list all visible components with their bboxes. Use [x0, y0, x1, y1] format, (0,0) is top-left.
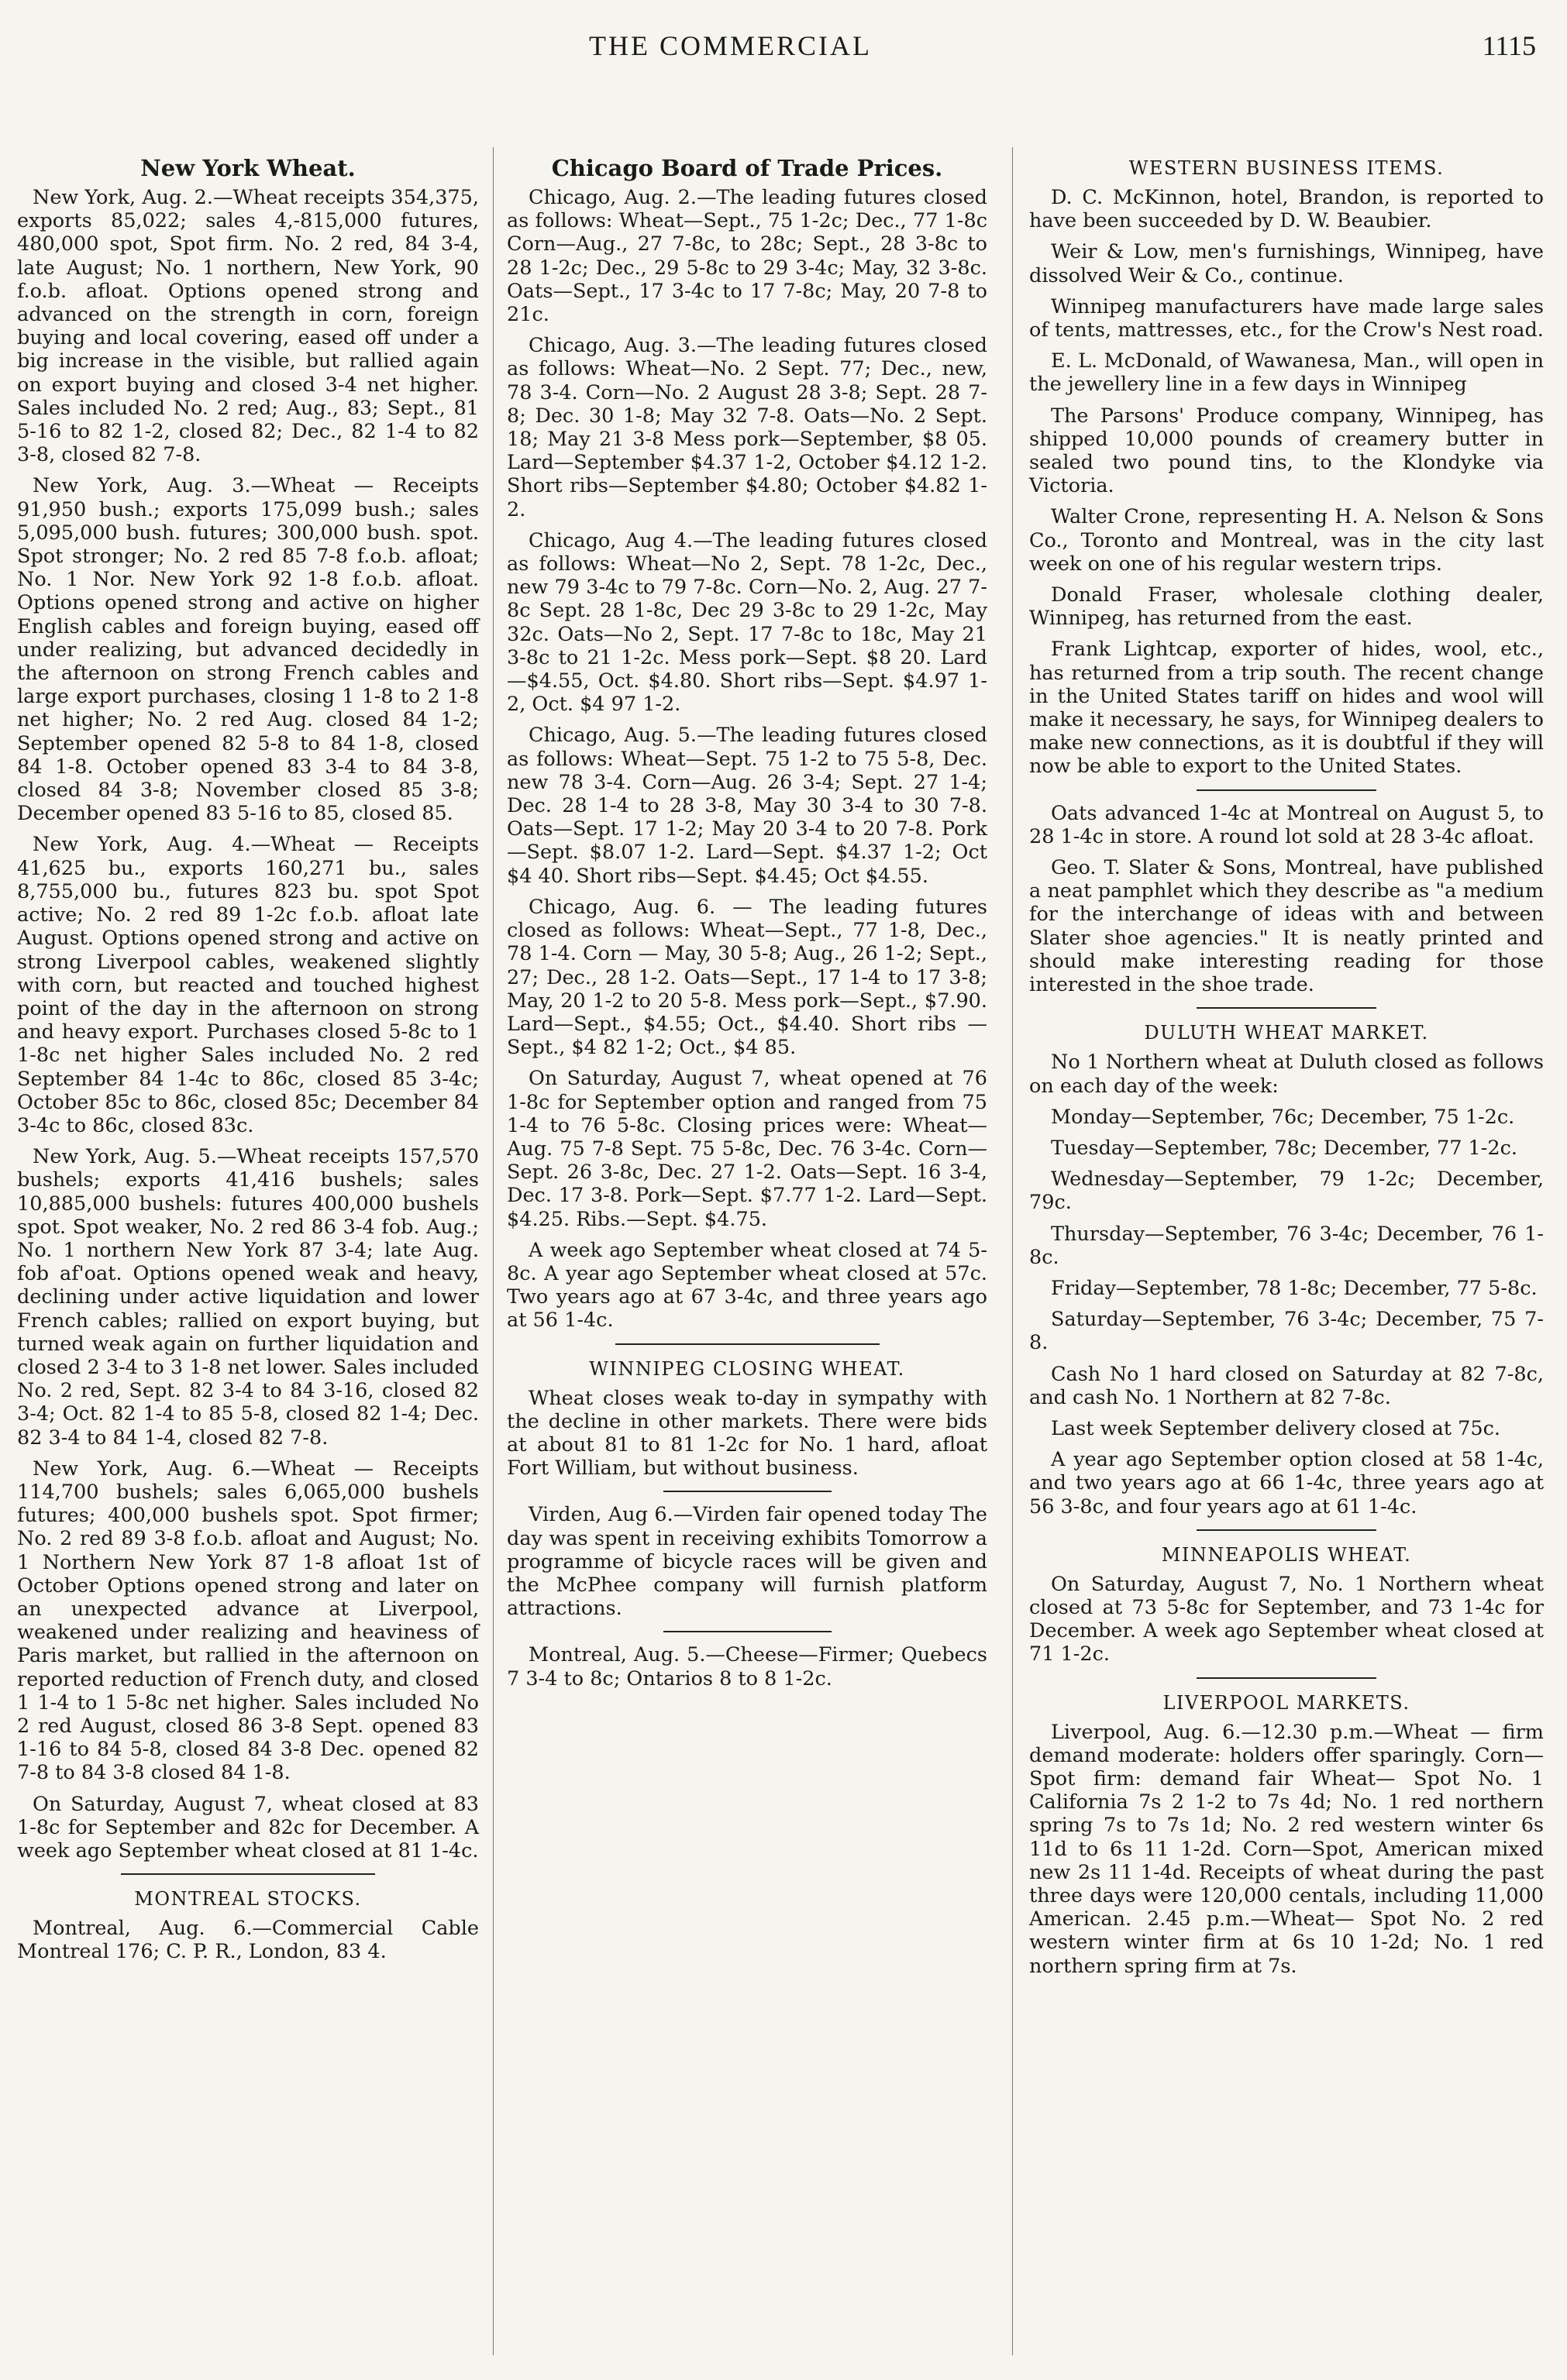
section-heading: MINNEAPOLIS WHEAT. [1161, 1543, 1412, 1566]
item-paragraph: Winnipeg manufacturers have made large sales of tents, mattresses, etc., for the Crow's Nest road. [1029, 294, 1544, 342]
page-number: 1115 [1482, 30, 1536, 61]
publication-title: THE COMMERCIAL [589, 30, 872, 61]
report-paragraph: Chicago, Aug 4.—The leading futures closed as follows: Wheat—No 2, Sept. 78 1-2c, Dec., new 79 3-4c to 79 7-8c. Corn—No. 2, Aug. 27 7-8c Sept. 28 1-8c, Dec 29 3-8c to 29 1-2c, May 32c. Oats—No 2, Sept. 17 7-8c to 18c, May 21 3-8c to 21 1-2c. Mess pork—Sept. $8 20. Lard—$4.55, Oct. $4.80. Short ribs—Sept. $4.97 1-2, Oct. $4 97 1-2. [507, 528, 987, 717]
section-rule [121, 1873, 375, 1875]
item-paragraph: On Saturday, August 7, No. 1 Northern wheat closed at 73 5-8c for September, and 73 1-4c for December. A week ago September wheat closed at 71 1-2c. [1029, 1572, 1544, 1666]
report-paragraph: Montreal, Aug. 6.—Commercial Cable Montreal 176; C. P. R., London, 83 4. [17, 1917, 479, 1964]
report-paragraph: Chicago, Aug. 2.—The leading futures closed as follows: Wheat—Sept., 75 1-2c; Dec., 77 1-8c Corn—Aug., 27 7-8c, to 28c; Sept., 28 3-8c to 28 1-2c; Dec., 29 5-8c to 29 3-4c; May, 32 3-8c. Oats—Sept., 17 3-4c to 17 7-8c; May, 20 7-8 to 21c. [507, 186, 987, 327]
item-paragraph: Liverpool, Aug. 6.—12.30 p.m.—Wheat — firm demand moderate: holders offer sparingly. Corn— Spot firm: demand fair Wheat— Spot No. 1 California 7s 2 1-2 to 7s 4d; No. 1 red northern spring 7s to 7s 1d; No. 2 red western winter 6s 11d to 6s 11 1-2d. Corn—Spot, American mixed new 2s 11 1-4d. Receipts of wheat during the past three days were 120,000 centals, including 11,000 American. 2.45 p.m.—Wheat— Spot No. 2 red western winter firm at 6s 10 1-2d; No. 1 red northern spring firm at 7s. [1029, 1720, 1544, 1978]
section-heading: WINNIPEG CLOSING WHEAT. [589, 1357, 905, 1380]
market-line: Wednesday—September, 79 1-2c; December, 79c. [1029, 1168, 1544, 1215]
section-rule [1197, 789, 1376, 791]
column-divider [493, 147, 494, 2355]
report-paragraph: New York, Aug. 6.—Wheat — Receipts 114,700 bushels; sales 6,065,000 bushels futures; 400,000 bushels spot. Spot firmer; No. 2 red 89 3-8 f.o.b. afloat and August; No. 1 Northern New York 87 1-8 afloat 1st of October Options opened strong and later on an unexpected advance at Liverpool, weakened under realizing and heaviness of Paris market, but rallied in the afternoon on reported reduction of French duty, and closed 1 1-4 to 1 5-8c net higher. Sales included No 2 red August, closed 86 3-8 Sept. opened 83 1-16 to 84 5-8, closed 84 3-8 Dec. opened 82 7-8 to 84 3-8 closed 84 1-8. [17, 1457, 479, 1785]
section-rule [1197, 1529, 1376, 1531]
item-paragraph: Donald Fraser, wholesale clothing dealer, Winnipeg, has returned from the east. [1029, 583, 1544, 631]
market-line: Thursday—September, 76 3-4c; December, 76 1-8c. [1029, 1222, 1544, 1269]
section-rule [615, 1343, 880, 1345]
section-rule [1197, 1677, 1376, 1679]
report-paragraph: New York, Aug. 3.—Wheat — Receipts 91,950 bush.; exports 175,099 bush.; sales 5,095,000 bush. futures; 300,000 bush. spot. Spot stronger; No. 2 red 85 7-8 f.o.b. afloat; No. 1 Nor. New York 92 1-8 f.o.b. afloat. Options opened strong and active on higher English cables and foreign buying, eased off under realizing, but advanced decidedly in the afternoon on strong French cables and large export purchases, closing 1 1-8 to 2 1-8 net higher; No. 2 red Aug. closed 84 1-2; September opened 82 5-8 to 84 1-8, closed 84 1-8. October opened 83 3-4 to 84 3-8, closed 84 3-8; November closed 85 3-8; December opened 83 5-16 to 85, closed 85. [17, 474, 479, 826]
item-paragraph: Geo. T. Slater & Sons, Montreal, have published a neat pamphlet which they describe as "a medium for the interchange of ideas with and between Slater shoe agencies." It is neatly printed and should make interesting reading for those interested in the shoe trade. [1029, 856, 1544, 997]
report-paragraph: Chicago, Aug. 5.—The leading futures closed as follows: Wheat—Sept. 75 1-2 to 75 5-8, Dec. new 78 3-4. Corn—Aug. 26 3-4; Sept. 27 1-4; Dec. 28 1-4 to 28 3-8, May 30 3-4 to 30 7-8. Oats—Sept. 17 1-2; May 20 3-4 to 20 7-8. Pork—Sept. $8.07 1-2. Lard—Sept. $4.37 1-2; Oct $4 40. Short ribs—Sept. $4.45; Oct $4.55. [507, 724, 987, 888]
report-paragraph: Virden, Aug 6.—Virden fair opened today The day was spent in receiving exhibits Tomorrow a programme of bicycle races will be given and the McPhee company will furnish platform attractions. [507, 1503, 987, 1621]
section-rule [663, 1491, 832, 1492]
report-paragraph: On Saturday, August 7, wheat opened at 76 1-8c for September option and ranged from 75 1-4 to 76 5-8c. Closing prices were: Wheat—Aug. 75 7-8 Sept. 75 5-8c, Dec. 76 3-4c. Corn—Sept. 26 3-8c, Dec. 27 1-2. Oats—Sept. 16 3-4, Dec. 17 3-8. Pork—Sept. $7.77 1-2. Lard—Sept. $4.25. Ribs.—Sept. $4.75. [507, 1067, 987, 1231]
market-line: No 1 Northern wheat at Duluth closed as follows on each day of the week: [1029, 1051, 1544, 1098]
market-line: Saturday—September, 76 3-4c; December, 75 7-8. [1029, 1308, 1544, 1355]
section-rule [663, 1631, 832, 1632]
item-paragraph: Frank Lightcap, exporter of hides, wool, etc., has returned from a trip south. The recent change in the United States tariff on hides and wool will make it necessary, he says, for Winnipeg dealers to make new connections, as it is doubtful if they will now be able to export to the United States. [1029, 638, 1544, 779]
market-line: Cash No 1 hard closed on Saturday at 82 7-8c, and cash No. 1 Northern at 82 7-8c. [1029, 1362, 1544, 1409]
report-paragraph: Wheat closes weak to-day in sympathy with the decline in other markets. There were bids at about 81 to 81 1-2c for No. 1 hard, afloat Fort William, but without business. [507, 1386, 987, 1481]
market-line: A year ago September option closed at 58 1-4c, and two years ago at 66 1-4c, three years ago at 56 3-8c, and four years ago at 61 1-4c. [1029, 1448, 1544, 1518]
report-paragraph: Chicago, Aug. 3.—The leading futures closed as follows: Wheat—No. 2 Sept. 77; Dec., new, 78 3-4. Corn—No. 2 August 28 3-8; Sept. 28 7-8; Dec. 30 1-8; May 32 7-8. Oats—No. 2 Sept. 18; May 21 3-8 Mess pork—September, $8 05. Lard—September $4.37 1-2, October $4.12 1-2. Short ribs—September $4.80; October $4.82 1-2. [507, 334, 987, 521]
report-paragraph: Montreal, Aug. 5.—Cheese—Firmer; Quebecs 7 3-4 to 8c; Ontarios 8 to 8 1-2c. [507, 1643, 987, 1690]
report-paragraph: Chicago, Aug. 6. — The leading futures closed as follows: Wheat—Sept., 77 1-8, Dec., 78 1-4. Corn — May, 30 5-8; Aug., 26 1-2; Sept., 27; Dec., 28 1-2. Oats—Sept., 17 1-4 to 17 3-8; May, 20 1-2 to 20 5-8. Mess pork—Sept., $7.90. Lard—Sept., $4.55; Oct., $4.40. Short ribs — Sept., $4 82 1-2; Oct., $4 85. [507, 895, 987, 1060]
column-western-business [1029, 155, 1544, 1986]
item-paragraph: Walter Crone, representing H. A. Nelson & Sons Co., Toronto and Montreal, was in the city last week on one of his regular western trips. [1029, 505, 1544, 576]
item-paragraph: Weir & Low, men's furnishings, Winnipeg, have dissolved Weir & Co., continue. [1029, 240, 1544, 287]
market-line: Last week September delivery closed at 75c. [1051, 1416, 1500, 1440]
report-paragraph: On Saturday, August 7, wheat closed at 83 1-8c for September and 82c for December. A week ago September wheat closed at 81 1-4c. [17, 1792, 479, 1863]
item-paragraph: E. L. McDonald, of Wawanesa, Man., will open in the jewellery line in a few days in Winnipeg [1029, 349, 1544, 397]
item-paragraph: Oats advanced 1-4c at Montreal on August 5, to 28 1-4c in store. A round lot sold at 28 3-4c afloat. [1029, 801, 1544, 848]
report-paragraph: A week ago September wheat closed at 74 5-8c. A year ago September wheat closed at 57c. Two years ago at 67 3-4c, and three years ago at 56 1-4c. [507, 1238, 987, 1333]
section-heading: LIVERPOOL MARKETS. [1162, 1691, 1410, 1714]
column-new-york-wheat [17, 155, 479, 1972]
section-heading: Chicago Board of Trade Prices. [551, 155, 943, 181]
market-line: Tuesday—September, 78c; December, 77 1-2c. [1051, 1136, 1517, 1160]
section-heading: New York Wheat. [140, 155, 356, 181]
column-chicago-prices [507, 155, 987, 1698]
report-paragraph: New York, Aug. 2.—Wheat receipts 354,375, exports 85,022; sales 4,-815,000 futures, 480,000 spot, Spot firm. No. 2 red, 84 3-4, late August; No. 1 northern, New York, 90 f.o.b. afloat. Options opened strong and advanced on the strength in corn, foreign buying and local covering, eased off under a big increase in the visible, but rallied again on export buying and closed 3-4 net higher. Sales included No. 2 red; Aug., 83; Sept., 81 5-16 to 82 1-2, closed 82; Dec., 82 1-4 to 82 3-8, closed 82 7-8. [17, 186, 479, 467]
section-heading: DULUTH WHEAT MARKET. [1144, 1022, 1429, 1044]
item-paragraph: D. C. McKinnon, hotel, Brandon, is reported to have been succeeded by D. W. Beaubier. [1029, 186, 1544, 233]
market-line: Friday—September, 78 1-8c; December, 77 5-8c. [1051, 1276, 1538, 1300]
section-heading: MONTREAL STOCKS. [134, 1888, 362, 1911]
item-paragraph: The Parsons' Produce company, Winnipeg, has shipped 10,000 pounds of creamery butter in sealed two pound tins, to the Klondyke via Victoria. [1029, 404, 1544, 498]
section-rule [1197, 1007, 1376, 1009]
section-heading: WESTERN BUSINESS ITEMS. [1128, 157, 1445, 179]
column-divider [1012, 147, 1013, 2355]
report-paragraph: New York, Aug. 4.—Wheat — Receipts 41,625 bu., exports 160,271 bu., sales 8,755,000 bu., futures 823 bu. spot Spot active; No. 2 red 89 1-2c f.o.b. afloat late August. Options opened strong and active on strong Liverpool cables, weakened slightly with corn, but reacted and touched highest point of the day in the afternoon on strong and heavy export. Purchases closed 5-8c to 1 1-8c net higher Sales included No. 2 red September 84 1-4c to 86c, closed 85 3-4c; October 85c to 86c, closed 85c; December 84 3-4c to 86c, closed 83c. [17, 833, 479, 1137]
running-head [0, 29, 1567, 84]
market-line: Monday—September, 76c; December, 75 1-2c. [1051, 1105, 1515, 1129]
report-paragraph: New York, Aug. 5.—Wheat receipts 157,570 bushels; exports 41,416 bushels; sales 10,885,000 bushels: futures 400,000 bushels spot. Spot weaker, No. 2 red 86 3-4 fob. Aug.; No. 1 northern New York 87 3-4; late Aug. fob af'oat. Options opened weak and heavy, declining under active liquidation and lower French cables; rallied on export buying, but turned weak again on further liquidation and closed 2 3-4 to 3 1-8 net lower. Sales included No. 2 red, Sept. 82 3-4 to 84 3-16, closed 82 3-4; Oct. 82 1-4 to 85 5-8, closed 82 1-4; Dec. 82 3-4 to 84 1-4, closed 82 7-8. [17, 1145, 479, 1450]
